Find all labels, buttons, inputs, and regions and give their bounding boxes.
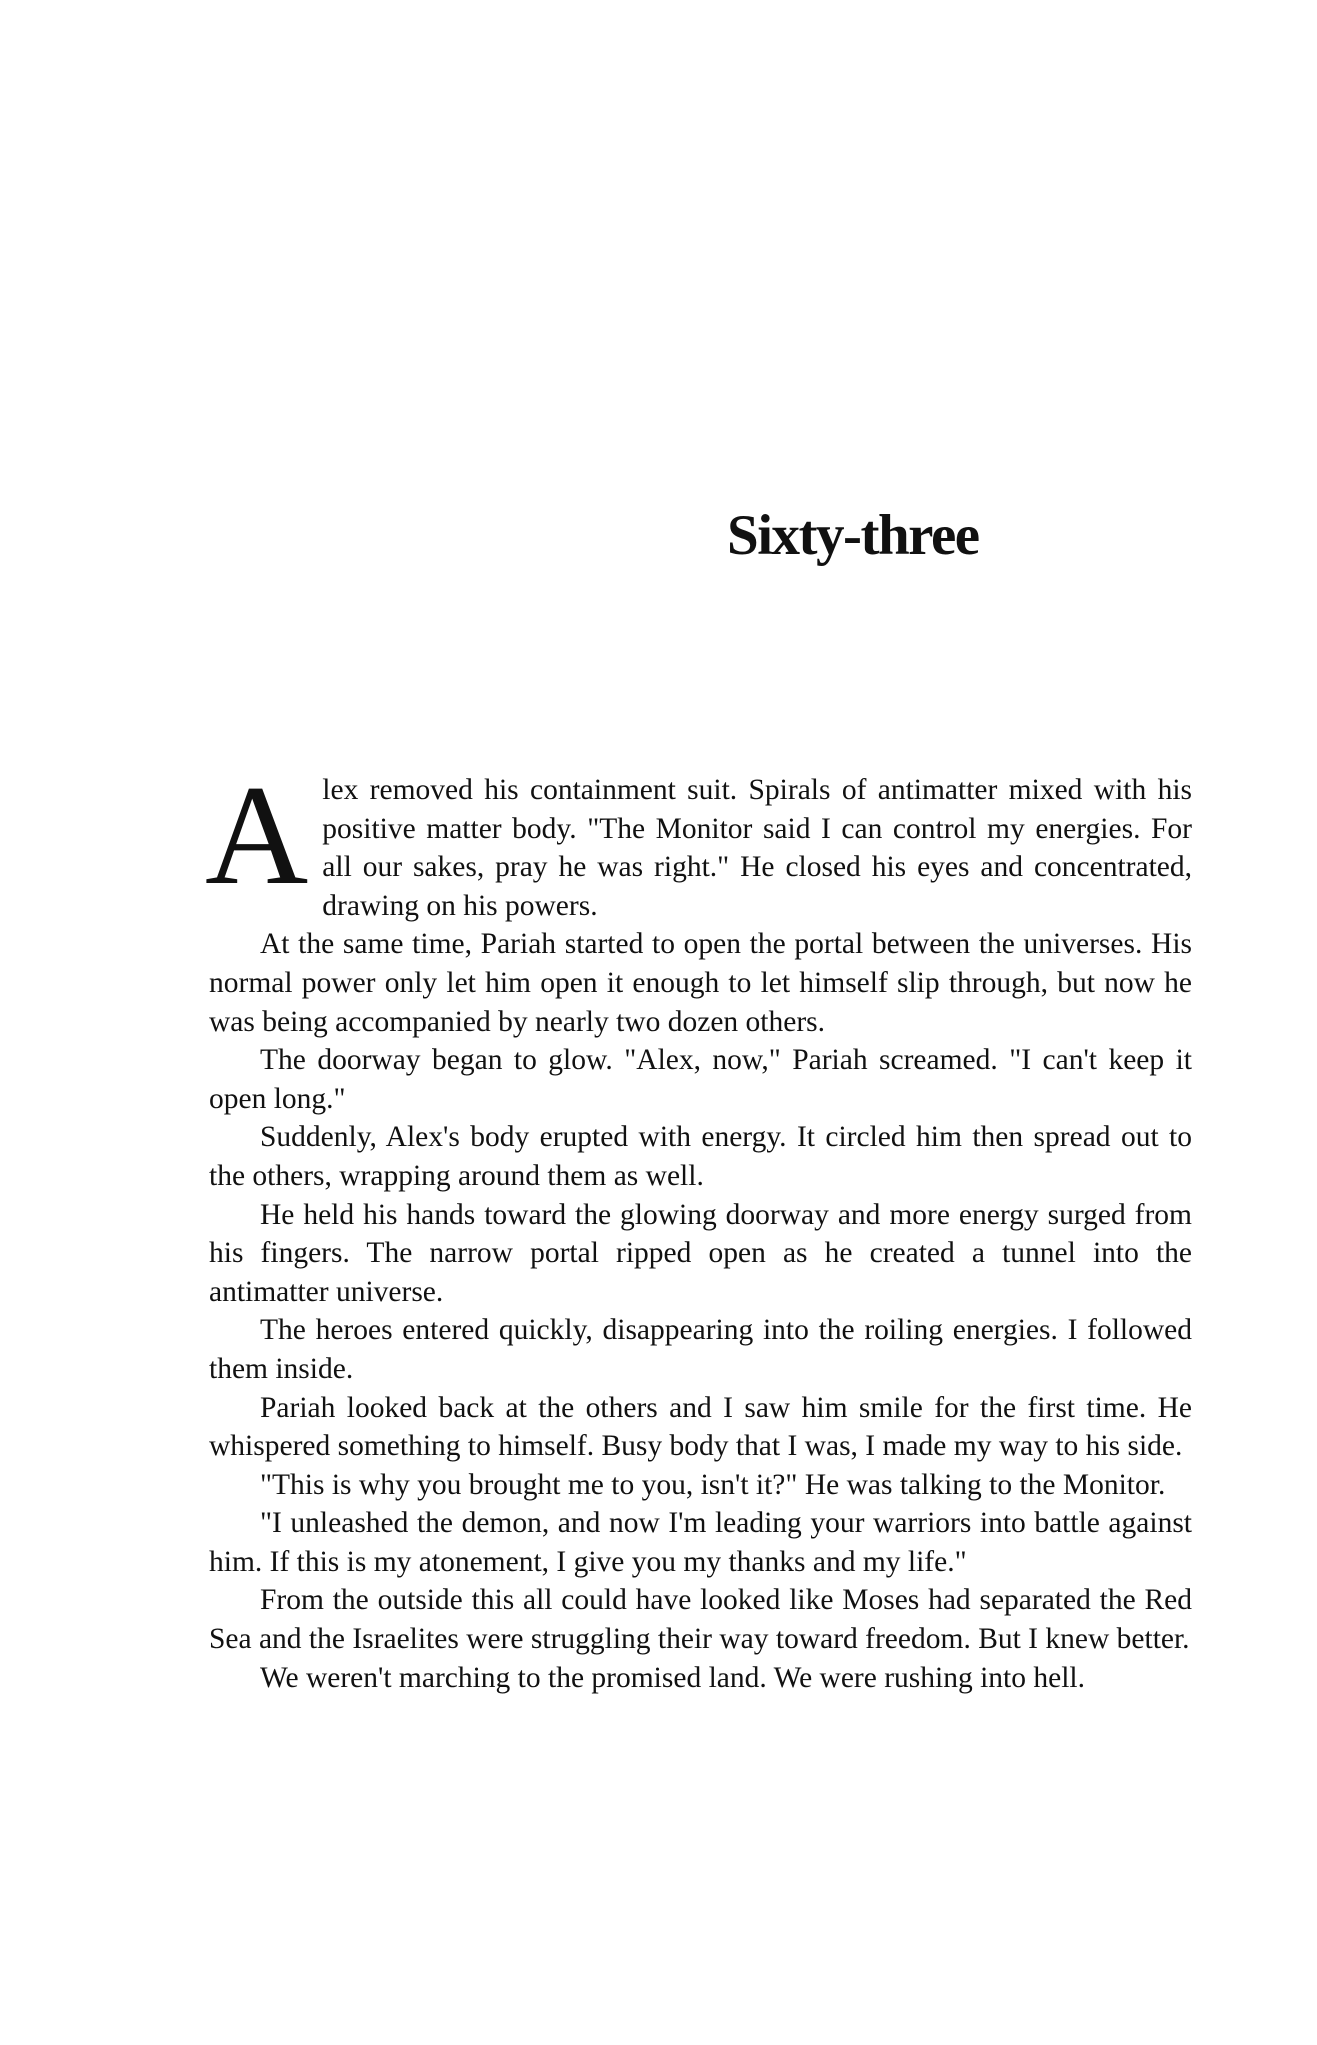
paragraph: The doorway began to glow. "Alex, now," Pariah screamed. "I can't keep it open long." <box>209 1044 1192 1115</box>
paragraph: "This is why you brought me to you, isn't it?" He was talking to the Monitor. <box>260 1468 1166 1501</box>
paragraph: "I unleashed the demon, and now I'm leading your warriors into battle against him. If this is my atonement, I give you my thanks and my life." <box>209 1507 1192 1578</box>
drop-cap: A <box>205 756 309 914</box>
paragraph: We weren't marching to the promised land. We were rushing into hell. <box>260 1661 1085 1694</box>
paragraph: Suddenly, Alex's body erupted with energy. It circled him then spread out to the others, wrapping around them as well. <box>209 1121 1192 1192</box>
chapter-title: Sixty-three <box>727 504 979 567</box>
opening-paragraph <box>205 756 1192 925</box>
chapter-body <box>205 756 1192 1697</box>
paragraph: From the outside this all could have looked like Moses had separated the Red Sea and the Israelites were struggling their way toward freedom. But I knew better. <box>209 1584 1192 1656</box>
paragraph: Pariah looked back at the others and I saw him smile for the first time. He whispered something to himself. Busy body that I was, I made my way to his side. <box>209 1391 1192 1463</box>
paragraph: The heroes entered quickly, disappearing into the roiling energies. I followed them inside. <box>209 1314 1192 1385</box>
paragraph: At the same time, Pariah started to open the portal between the universes. His normal power only let him open it enough to let himself slip through, but now he was being accompanied by nearly two dozen others. <box>209 928 1192 1038</box>
paragraph: He held his hands toward the glowing doorway and more energy surged from his fingers. The narrow portal ripped open as he created a tunnel into the antimatter universe. <box>209 1198 1192 1308</box>
opening-paragraph-text: lex removed his containment suit. Spirals of antimatter mixed with his positive matter body. "The Monitor said I can control my energies. For all our sakes, pray he was right." He closed his eyes and concentrated, drawing on his powers. <box>322 774 1192 922</box>
